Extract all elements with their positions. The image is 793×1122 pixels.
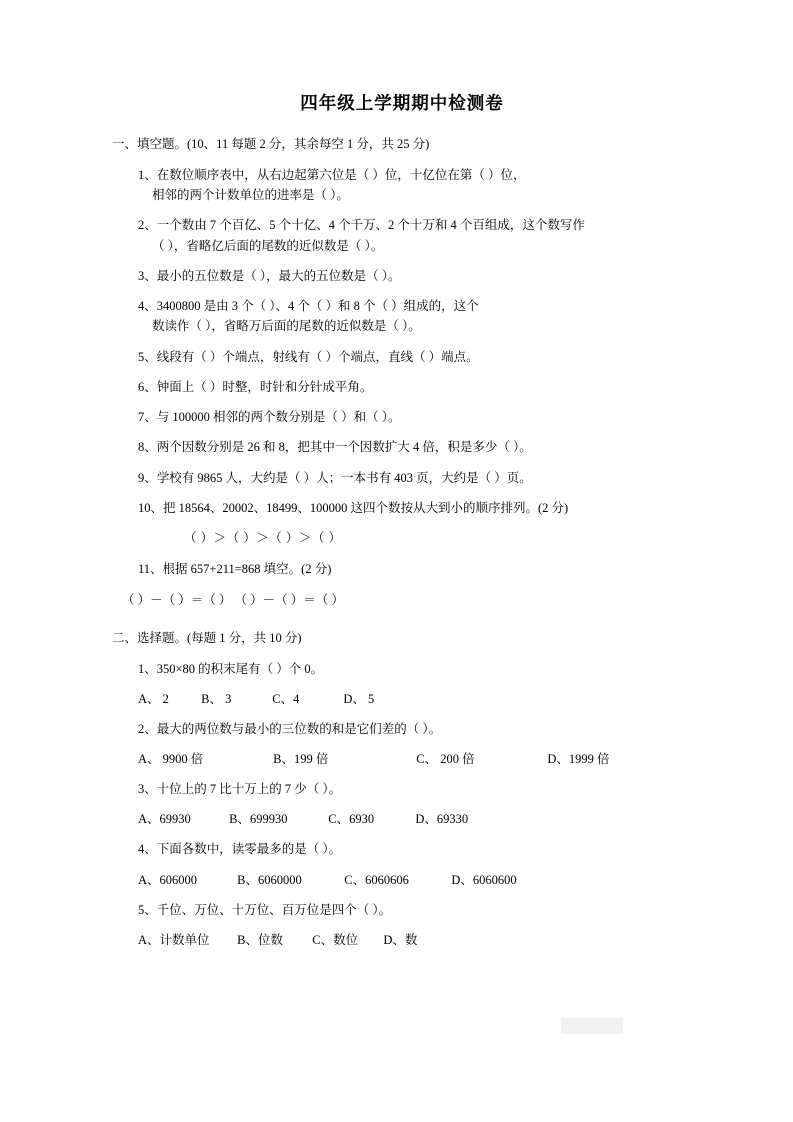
page-title: 四年级上学期期中检测卷 <box>300 93 504 113</box>
question-2-3-options <box>112 809 692 829</box>
question-2-1-options <box>112 689 692 709</box>
option-b[interactable]: B、 3 <box>201 691 232 706</box>
question-1-2 <box>112 215 692 256</box>
option-d[interactable]: D、69330 <box>415 812 469 827</box>
option-c[interactable]: C、 200 倍 <box>416 752 475 766</box>
question-line: 2、最大的两位数与最小的三位数的和是它们差的（ ）。 <box>138 721 442 736</box>
document-body <box>112 90 692 960</box>
question-1-11-answer-row: （ ）－（ ）＝（ ） （ ）－（ ）＝（ ） <box>122 592 344 607</box>
option-b[interactable]: B、位数 <box>237 932 283 947</box>
question-line: 9、学校有 9865 人，大约是（ ）人；一本书有 403 页，大约是（ ）页。 <box>138 470 532 485</box>
question-2-4 <box>112 839 692 859</box>
question-2-2-options <box>112 749 692 769</box>
option-b[interactable]: B、199 倍 <box>273 752 329 766</box>
question-2-1 <box>112 659 692 679</box>
question-line: 2、一个数由 7 个百亿、5 个十亿、4 个千万、2 个十万和 4 个百组成，这个数写作 <box>138 218 585 233</box>
option-c[interactable]: C、6930 <box>328 812 375 827</box>
option-d[interactable]: D、数 <box>383 932 418 947</box>
question-1-7 <box>112 407 692 427</box>
option-a[interactable]: A、69930 <box>138 812 191 827</box>
option-c[interactable]: C、数位 <box>312 932 359 947</box>
question-line: （ ），省略亿后面的尾数的近似数是（ ）。 <box>152 238 384 253</box>
question-line: 5、线段有（ ）个端点，射线有（ ）个端点，直线（ ）端点。 <box>138 349 479 364</box>
question-2-4-options <box>112 870 692 890</box>
question-1-5 <box>112 347 692 367</box>
question-line: 11、根据 657+211=868 填空。(2 分) <box>138 562 332 577</box>
question-line: 10、把 18564、20002、18499、100000 这四个数按从大到小的顺序排列。(2 分) <box>138 500 569 515</box>
question-1-1 <box>112 165 692 206</box>
section-heading-fill-in-blanks: 一、填空题。(10、11 每题 2 分，其余每空 1 分，共 25 分) <box>112 137 430 151</box>
question-1-11 <box>112 559 692 579</box>
question-line: 4、3400800 是由 3 个（ ）、4 个（ ）和 8 个（ ）组成的，这个 <box>138 299 479 313</box>
question-1-3 <box>112 266 692 286</box>
question-2-5 <box>112 900 692 920</box>
question-line: 3、十位上的 7 比十万上的 7 少（ ）。 <box>138 782 342 796</box>
question-1-9 <box>112 468 692 488</box>
option-a[interactable]: A、606000 <box>138 872 198 887</box>
question-line: 4、下面各数中，读零最多的是（ ）。 <box>138 842 342 857</box>
question-2-5-options <box>112 930 692 950</box>
option-d[interactable]: D、 5 <box>343 691 375 706</box>
question-2-2 <box>112 719 692 739</box>
option-b[interactable]: B、6060000 <box>237 872 302 887</box>
question-line: 数读作（ ），省略万后面的尾数的近似数是（ ）。 <box>152 319 421 334</box>
question-line: 3、最小的五位数是（ ），最大的五位数是（ ）。 <box>138 268 401 283</box>
option-a[interactable]: A、计数单位 <box>138 932 210 947</box>
watermark-block <box>561 1018 623 1034</box>
question-line: 6、钟面上（ ）时整，时针和分针成平角。 <box>138 379 373 394</box>
question-line: 1、350×80 的积末尾有（ ）个 0。 <box>138 661 324 676</box>
option-a[interactable]: A、 9900 倍 <box>138 752 204 766</box>
option-a[interactable]: A、 2 <box>138 691 169 706</box>
option-b[interactable]: B、699930 <box>229 812 288 827</box>
question-line: 8、两个因数分别是 26 和 8，把其中一个因数扩大 4 倍，积是多少（ ）。 <box>138 440 532 455</box>
question-line: 1、在数位顺序表中，从右边起第六位是（ ）位，十亿位在第（ ）位， <box>138 167 526 182</box>
option-c[interactable]: C、4 <box>272 691 300 706</box>
option-c[interactable]: C、6060606 <box>344 872 409 887</box>
option-d[interactable]: D、1999 倍 <box>547 752 610 766</box>
question-1-4 <box>112 296 692 337</box>
question-2-3 <box>112 779 692 799</box>
question-line: 5、千位、万位、十万位、百万位是四个（ ）。 <box>138 902 392 917</box>
question-line: 7、与 100000 相邻的两个数分别是（ ）和（ ）。 <box>138 410 401 424</box>
question-1-8 <box>112 437 692 457</box>
question-line: 相邻的两个计数单位的进率是（ ）。 <box>152 188 349 202</box>
option-d[interactable]: D、6060600 <box>451 872 517 887</box>
question-1-6 <box>112 377 692 397</box>
question-1-10 <box>112 498 692 518</box>
section-heading-multiple-choice: 二、选择题。(每题 1 分，共 10 分) <box>112 630 302 645</box>
question-1-10-answer-row: （ ）＞（ ）＞（ ）＞（ ） <box>184 531 342 545</box>
